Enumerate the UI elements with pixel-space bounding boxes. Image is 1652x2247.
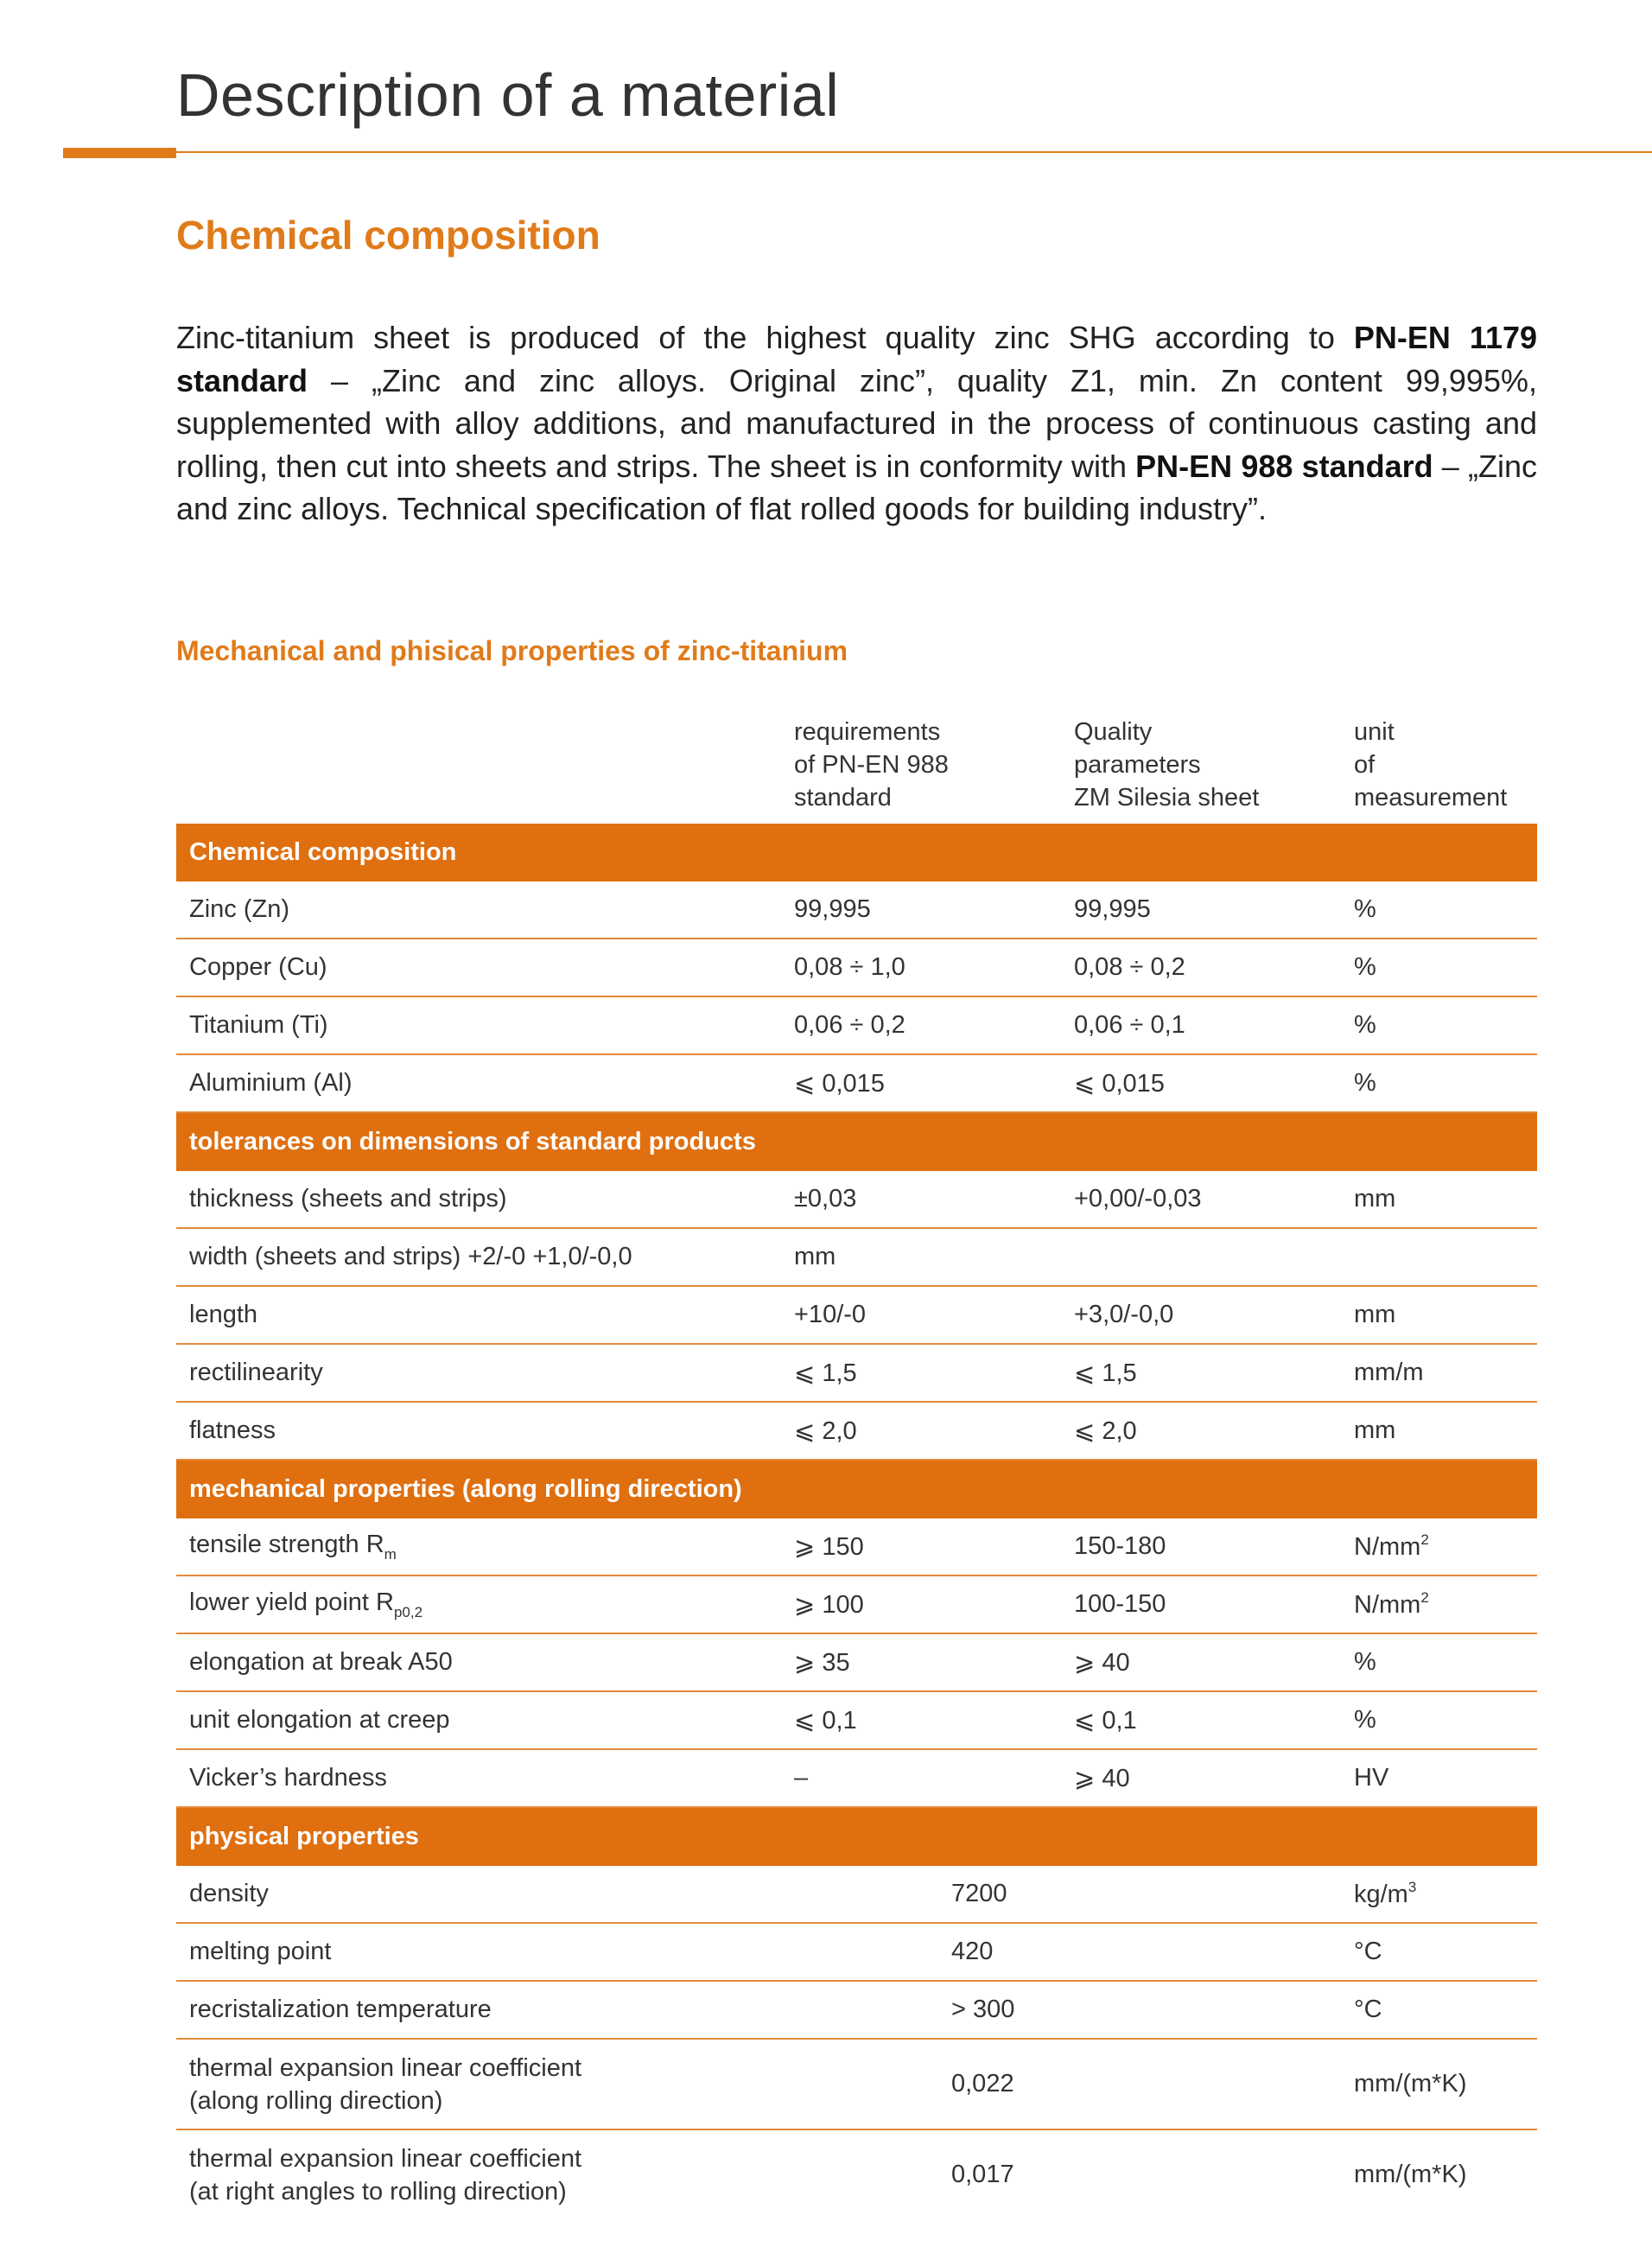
row-label-text: Zinc (Zn) bbox=[189, 895, 289, 923]
row-value: 0,017 bbox=[951, 2161, 1014, 2188]
row-requirement-value: – bbox=[794, 1764, 809, 1792]
row-unit bbox=[1354, 2130, 1466, 2219]
column-header-requirements bbox=[794, 716, 949, 814]
row-label-text: Aluminium (Al) bbox=[189, 1069, 353, 1097]
row-label bbox=[189, 1634, 453, 1690]
unit-text: °C bbox=[1354, 1938, 1382, 1965]
table-row bbox=[176, 2040, 1537, 2130]
row-label bbox=[189, 1750, 387, 1806]
row-label bbox=[189, 939, 327, 996]
table-row bbox=[176, 1287, 1537, 1345]
table-row bbox=[176, 1982, 1537, 2040]
unit-text: mm/(m*K) bbox=[1354, 2070, 1467, 2097]
row-label bbox=[189, 1576, 423, 1633]
unit-text: mm bbox=[1354, 1185, 1396, 1213]
section-heading: Chemical composition bbox=[176, 213, 600, 258]
table-row bbox=[176, 1866, 1537, 1924]
unit-text: % bbox=[1354, 1069, 1376, 1097]
unit-text: mm/m bbox=[1354, 1359, 1424, 1386]
row-unit bbox=[1354, 1866, 1416, 1922]
row-unit bbox=[1354, 1055, 1376, 1111]
row-requirement-value: 0,08 ÷ 1,0 bbox=[794, 953, 905, 981]
group-header: physical properties bbox=[176, 1808, 1537, 1866]
row-label-text: tensile strength $R_m$ bbox=[189, 1530, 397, 1563]
row-value: 7200 bbox=[951, 1880, 1007, 1907]
row-label bbox=[189, 1982, 492, 2038]
row-unit bbox=[1354, 1634, 1376, 1690]
row-label bbox=[189, 1866, 269, 1922]
row-label bbox=[189, 1345, 323, 1401]
row-label bbox=[189, 1229, 632, 1285]
table-caption: Mechanical and phisical properties of zinc-titanium bbox=[176, 635, 848, 666]
row-unit bbox=[1354, 1982, 1382, 2038]
row-unit bbox=[1354, 1924, 1382, 1980]
row-quality-value: 100-150 bbox=[1074, 1590, 1166, 1618]
table-row bbox=[176, 882, 1537, 939]
table-row bbox=[176, 997, 1537, 1055]
row-label-text bbox=[189, 2052, 581, 2117]
unit-text: % bbox=[1354, 1706, 1376, 1734]
row-label-text: flatness bbox=[189, 1416, 276, 1444]
properties-table bbox=[176, 824, 1537, 2219]
group-header: Chemical composition bbox=[176, 824, 1537, 882]
row-quality-value: 0,06 ÷ 0,1 bbox=[1074, 1011, 1185, 1039]
row-label-line: (along rolling direction) bbox=[189, 2086, 443, 2115]
row-label bbox=[189, 1518, 397, 1575]
row-label bbox=[189, 1171, 506, 1227]
row-quality-value: 0,08 ÷ 0,2 bbox=[1074, 953, 1185, 981]
row-value: > 300 bbox=[951, 1996, 1015, 2023]
row-label bbox=[189, 1403, 276, 1459]
table-row bbox=[176, 1055, 1537, 1113]
row-label bbox=[189, 1055, 353, 1111]
unit-superscript: 2 bbox=[1420, 1531, 1429, 1548]
row-requirement-value: ⩾ 35 bbox=[794, 1649, 850, 1677]
row-label-text: Vicker’s hardness bbox=[189, 1764, 387, 1792]
row-quality-value: ⩽ 0,015 bbox=[1074, 1070, 1165, 1098]
column-header-line: standard bbox=[794, 784, 892, 812]
column-header-line: ZM Silesia sheet bbox=[1074, 784, 1260, 812]
intro-paragraph: Zinc-titanium sheet is produced of the highest quality zinc SHG according to PN-EN 1179 standard – „Zinc and zinc alloys. Original zinc”, quality Z1, min. Zn content 99,995%, supplemented with alloy additions, and manufactured in the process of continuous casting and rolling, then cut into sheets and strips. The sheet is in conformity with PN-EN 988 standard – „Zinc and zinc alloys. Technical specification of flat rolled goods for building industry”. bbox=[176, 320, 1538, 526]
row-label-text: thickness (sheets and strips) bbox=[189, 1185, 507, 1213]
row-label-text bbox=[189, 2142, 581, 2208]
row-unit bbox=[1354, 1171, 1395, 1227]
row-unit bbox=[1354, 939, 1376, 996]
row-label bbox=[189, 1692, 450, 1748]
table-row bbox=[176, 1229, 1537, 1287]
table-row bbox=[176, 1924, 1537, 1982]
row-label-text: length bbox=[189, 1301, 258, 1328]
row-label-text: rectilinearity bbox=[189, 1359, 323, 1386]
row-quality-value: ⩾ 40 bbox=[1074, 1649, 1130, 1677]
row-unit bbox=[1354, 1692, 1376, 1748]
row-value: 420 bbox=[951, 1938, 994, 1965]
table-row bbox=[176, 1634, 1537, 1692]
unit-text: °C bbox=[1354, 1996, 1382, 2023]
row-quality-value: 150-180 bbox=[1074, 1532, 1166, 1560]
row-requirement-value: ⩽ 1,5 bbox=[794, 1359, 857, 1387]
row-unit bbox=[1354, 1403, 1395, 1459]
row-label bbox=[189, 1924, 331, 1980]
unit-text: $kg/m^3$ bbox=[1354, 1879, 1417, 1908]
row-unit bbox=[1354, 1345, 1424, 1401]
row-quality-value: ⩽ 1,5 bbox=[1074, 1359, 1137, 1387]
row-label-text: melting point bbox=[189, 1938, 332, 1965]
row-requirement-value: mm bbox=[794, 1243, 836, 1270]
row-requirement-value: 0,06 ÷ 0,2 bbox=[794, 1011, 905, 1039]
row-quality-value: ⩽ 0,1 bbox=[1074, 1707, 1137, 1735]
table-row bbox=[176, 939, 1537, 997]
row-label bbox=[189, 1287, 257, 1343]
column-header-line: of bbox=[1354, 751, 1376, 779]
unit-text: % bbox=[1354, 1011, 1376, 1039]
row-requirement-value: ±0,03 bbox=[794, 1185, 857, 1213]
row-label-text: Copper (Cu) bbox=[189, 953, 327, 981]
unit-superscript: 3 bbox=[1407, 1879, 1417, 1895]
table-row bbox=[176, 2130, 1537, 2219]
unit-text: HV bbox=[1354, 1764, 1389, 1792]
unit-text: % bbox=[1354, 895, 1376, 923]
row-label-text: elongation at break A50 bbox=[189, 1648, 453, 1676]
row-unit bbox=[1354, 997, 1376, 1053]
unit-text: % bbox=[1354, 1648, 1376, 1676]
row-label-text: recristalization temperature bbox=[189, 1996, 492, 2023]
row-quality-value: +0,00/-0,03 bbox=[1074, 1185, 1202, 1213]
table-row bbox=[176, 1692, 1537, 1750]
table-row bbox=[176, 1576, 1537, 1634]
row-label-text: width (sheets and strips) +2/-0 +1,0/-0,0 bbox=[189, 1243, 632, 1270]
row-quality-value: ⩾ 40 bbox=[1074, 1765, 1130, 1792]
row-label-text: unit elongation at creep bbox=[189, 1706, 450, 1734]
group-header: tolerances on dimensions of standard products bbox=[176, 1113, 1537, 1171]
table-row bbox=[176, 1171, 1537, 1229]
column-header-quality bbox=[1074, 716, 1259, 814]
row-requirement-value: ⩽ 2,0 bbox=[794, 1417, 857, 1445]
row-value: 0,022 bbox=[951, 2070, 1014, 2097]
label-subscript: m bbox=[384, 1545, 397, 1563]
unit-text: mm bbox=[1354, 1301, 1396, 1328]
row-unit bbox=[1354, 2040, 1466, 2129]
row-requirement-value: +10/-0 bbox=[794, 1301, 867, 1328]
standard-reference: PN-EN 1179 standard bbox=[176, 320, 1538, 398]
table-row bbox=[176, 1345, 1537, 1403]
row-requirement-value: ⩾ 100 bbox=[794, 1591, 864, 1619]
row-quality-value: 99,995 bbox=[1074, 895, 1151, 923]
row-label-line: (at right angles to rolling direction) bbox=[189, 2177, 567, 2206]
row-quality-value: +3,0/-0,0 bbox=[1074, 1301, 1174, 1328]
row-label-text: lower yield point $R_{p0,2}$ bbox=[189, 1588, 423, 1620]
label-subscript: p0,2 bbox=[393, 1603, 423, 1620]
column-header-line: of PN-EN 988 bbox=[794, 751, 949, 779]
row-label bbox=[189, 2130, 581, 2219]
table-row bbox=[176, 1403, 1537, 1461]
page-title: Description of a material bbox=[176, 61, 840, 129]
column-header-unit bbox=[1354, 716, 1507, 814]
row-unit bbox=[1354, 882, 1376, 938]
row-requirement-value: ⩽ 0,1 bbox=[794, 1707, 857, 1735]
row-requirement-value: ⩽ 0,015 bbox=[794, 1070, 885, 1098]
column-header-line: Quality bbox=[1074, 718, 1153, 746]
standard-reference: PN-EN 988 standard bbox=[1135, 448, 1433, 484]
title-rule bbox=[176, 151, 1652, 153]
column-header-line: parameters bbox=[1074, 751, 1201, 779]
column-header-line: unit bbox=[1354, 718, 1395, 746]
row-label-text: Titanium (Ti) bbox=[189, 1011, 328, 1039]
title-accent-bar bbox=[63, 148, 176, 158]
row-unit bbox=[1354, 1576, 1429, 1633]
row-label bbox=[189, 882, 289, 938]
unit-text: $N/mm^2$ bbox=[1354, 1531, 1429, 1561]
row-label-line: thermal expansion linear coefficient bbox=[189, 2053, 582, 2082]
unit-text: mm bbox=[1354, 1416, 1396, 1444]
unit-superscript: 2 bbox=[1420, 1589, 1429, 1606]
column-header-line: requirements bbox=[794, 718, 941, 746]
column-header-line: measurement bbox=[1354, 784, 1508, 812]
row-requirement-value: 99,995 bbox=[794, 895, 871, 923]
unit-text: $N/mm^2$ bbox=[1354, 1589, 1429, 1619]
unit-text: mm/(m*K) bbox=[1354, 2161, 1467, 2188]
row-unit bbox=[1354, 1750, 1388, 1806]
row-requirement-value: ⩾ 150 bbox=[794, 1533, 864, 1561]
row-label-line: thermal expansion linear coefficient bbox=[189, 2144, 582, 2173]
row-label bbox=[189, 997, 328, 1053]
table-row bbox=[176, 1750, 1537, 1808]
row-label-text: density bbox=[189, 1880, 269, 1907]
row-quality-value: ⩽ 2,0 bbox=[1074, 1417, 1137, 1445]
row-unit bbox=[1354, 1287, 1395, 1343]
group-header: mechanical properties (along rolling direction) bbox=[176, 1461, 1537, 1518]
table-row bbox=[176, 1518, 1537, 1576]
row-label bbox=[189, 2040, 581, 2129]
row-unit bbox=[1354, 1518, 1429, 1575]
unit-text: % bbox=[1354, 953, 1376, 981]
